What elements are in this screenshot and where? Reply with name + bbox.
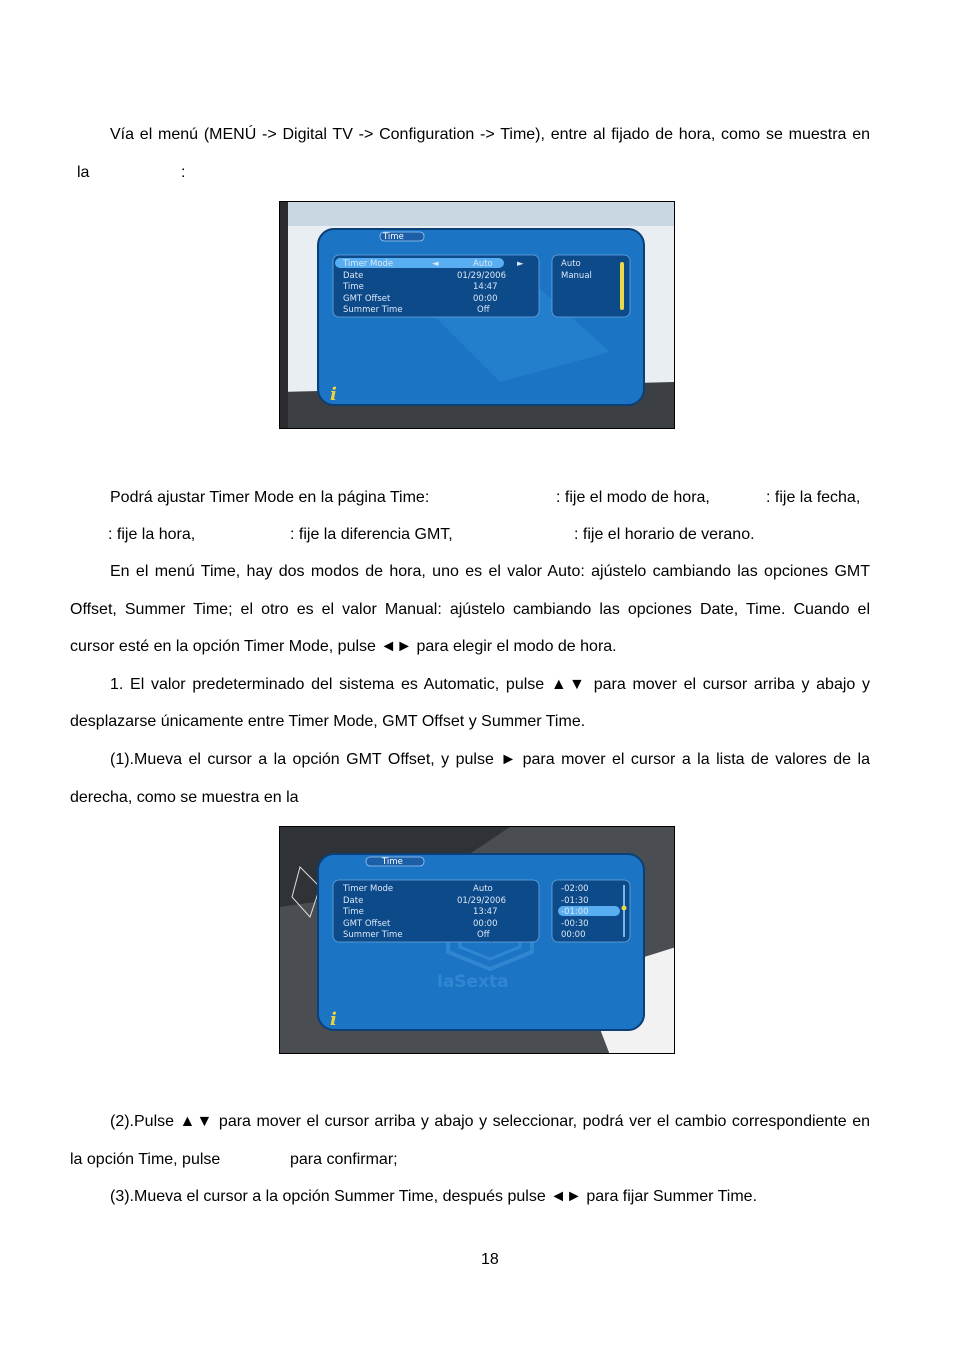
screen1-option2: Manual [561,271,592,281]
para2-line1-c: : fije la fecha, [766,489,861,506]
screen2-option1: -02:00 [561,884,589,894]
screen2-option5: 00:00 [561,930,586,940]
screen2-row1-value: Auto [473,884,493,894]
screen1-row2-value: 01/29/2006 [457,271,506,281]
para6-line2-a: la opción Time, pulse [70,1151,221,1168]
para1-line1: Vía el menú (MENÚ -> Digital TV -> Configuration -> Time), entre al fijado de hora, como se muestra en [110,126,870,143]
screen1-title: Time [383,232,404,242]
screen2-row5-value: Off [477,930,490,940]
screen2-option4: -00:30 [561,919,589,929]
screen2-row3-value: 13:47 [473,907,498,917]
screen1-row5-label: Summer Time [343,305,403,315]
right-arrow-icon: ► [517,259,524,269]
para3-line2: Offset, Summer Time; el otro es el valor Manual: ajústelo cambiando las opciones Date, Time. Cuando el [70,601,870,618]
screen2-row5-label: Summer Time [343,930,403,940]
screen1-row4-value: 00:00 [473,294,498,304]
screen1-row4-label: GMT Offset [343,294,391,304]
para2-line1-a: Podrá ajustar Timer Mode en la página Time: [110,489,430,506]
para4-line1: 1. El valor predeterminado del sistema es Automatic, pulse ▲▼ para mover el cursor arriba y abajo y [110,676,870,693]
screen1-option1: Auto [561,259,581,269]
time-menu-screenshot-2 [279,826,675,1054]
left-arrow-icon: ◄ [432,259,439,269]
screen2-row1-label: Timer Mode [343,884,394,894]
screen1-row3-label: Time [343,282,364,292]
para4-line2: desplazarse únicamente entre Timer Mode, GMT Offset y Summer Time. [70,713,586,730]
screen1-row1-label: Timer Mode [343,259,394,269]
time-menu-screenshot-1 [279,201,675,429]
screen2-row4-label: GMT Offset [343,919,391,929]
para7-line1: (3).Mueva el cursor a la opción Summer Time, después pulse ◄► para fijar Summer Time. [110,1188,758,1205]
screen1-row5-value: Off [477,305,490,315]
para1-line2-b: : [181,164,186,181]
info-icon: i [330,1009,337,1030]
screen2-option3: -01:00 [561,907,589,917]
channel-watermark: laSexta [437,972,509,992]
para5-line2: derecha, como se muestra en la [70,789,299,806]
page-number: 18 [481,1251,499,1268]
para2-line2-c: : fije el horario de verano. [574,526,755,543]
para6-line1: (2).Pulse ▲▼ para mover el cursor arriba y abajo y seleccionar, podrá ver el cambio correspondiente en [110,1113,870,1130]
para1-line2-a: la [77,164,90,181]
screen2-option2: -01:30 [561,896,589,906]
screen1-row1-value: Auto [473,259,493,269]
screen2-row2-value: 01/29/2006 [457,896,506,906]
para3-line1: En el menú Time, hay dos modos de hora, uno es el valor Auto: ajústelo cambiando las opciones GMT [110,563,870,580]
info-icon: i [330,384,337,405]
para5-line1: (1).Mueva el cursor a la opción GMT Offset, y pulse ► para mover el cursor a la lista de valores de la [110,751,870,768]
screen2-row4-value: 00:00 [473,919,498,929]
screen2-row2-label: Date [343,896,364,906]
para3-line3: cursor esté en la opción Timer Mode, pulse ◄► para elegir el modo de hora. [70,638,617,655]
para2-line2-a: : fije la hora, [108,526,196,543]
para2-line2-b: : fije la diferencia GMT, [290,526,453,543]
screen2-title: Time [382,857,403,867]
para2-line1-b: : fije el modo de hora, [556,489,710,506]
screen1-row3-value: 14:47 [473,282,498,292]
screen2-row3-label: Time [343,907,364,917]
screen1-row2-label: Date [343,271,364,281]
para6-line2-b: para confirmar; [290,1151,398,1168]
